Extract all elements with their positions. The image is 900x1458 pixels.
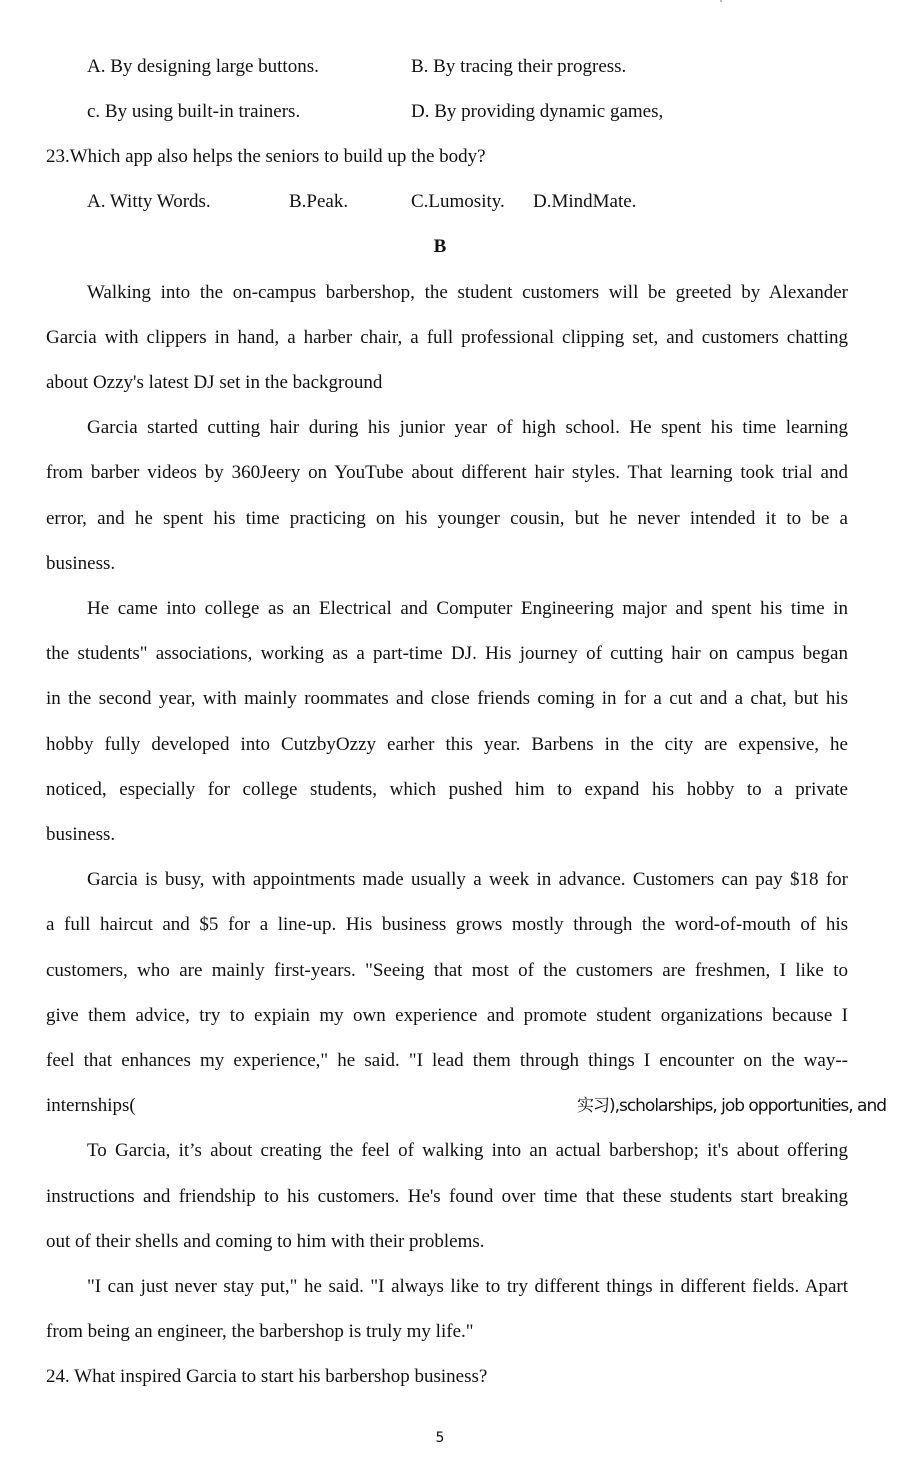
q22-option-c[interactable]: c. By using built-in trainers. bbox=[87, 101, 301, 122]
q23-option-b[interactable]: B.Peak. bbox=[289, 191, 349, 212]
passage-line-overflow: 实习),scholarships, job opportunities, and bbox=[577, 1096, 886, 1116]
passage-line: customers, who are mainly first-years. "Seeing that most of the customers are freshmen, I like to bbox=[46, 960, 848, 981]
passage-line: "I can just never stay put," he said. "I always like to try different things in different fields. Apart bbox=[87, 1276, 848, 1297]
scan-speck bbox=[720, 0, 722, 2]
q24-question: 24. What inspired Garcia to start his barbershop business? bbox=[46, 1366, 488, 1387]
passage-line: give them advice, try to expiain my own experience and promote student organizations because I bbox=[46, 1005, 848, 1026]
passage-line: noticed, especially for college students, which pushed him to expand his hobby to a private bbox=[46, 779, 848, 800]
page-number: 5 bbox=[435, 1430, 445, 1446]
passage-line: out of their shells and coming to him with their problems. bbox=[46, 1231, 485, 1252]
q22-option-d[interactable]: D. By providing dynamic games, bbox=[411, 101, 664, 122]
passage-line: business. bbox=[46, 824, 116, 845]
q22-option-b[interactable]: B. By tracing their progress. bbox=[411, 56, 627, 77]
q23-option-a[interactable]: A. Witty Words. bbox=[87, 191, 211, 212]
passage-line: about Ozzy's latest DJ set in the background bbox=[46, 372, 383, 393]
passage-line: error, and he spent his time practicing on his younger cousin, but he never intended it to be a bbox=[46, 508, 848, 529]
passage-line: To Garcia, it’s about creating the feel of walking into an actual barbershop; it's about offering bbox=[87, 1140, 848, 1161]
q23-option-c[interactable]: C.Lumosity. bbox=[411, 191, 505, 212]
passage-line: a full haircut and $5 for a line-up. His business grows mostly through the word-of-mouth of his bbox=[46, 914, 848, 935]
q22-option-a[interactable]: A. By designing large buttons. bbox=[87, 56, 319, 77]
passage-line: He came into college as an Electrical and Computer Engineering major and spent his time in bbox=[87, 598, 848, 619]
passage-line: instructions and friendship to his customers. He's found over time that these students start breaking bbox=[46, 1186, 848, 1207]
passage-line: Garcia with clippers in hand, a harber chair, a full professional clipping set, and customers chatting bbox=[46, 327, 848, 348]
passage-line: Garcia is busy, with appointments made usually a week in advance. Customers can pay $18 for bbox=[87, 869, 848, 890]
passage-line: from barber videos by 360Jeery on YouTube about different hair styles. That learning took trial and bbox=[46, 462, 848, 483]
passage-line: in the second year, with mainly roommates and close friends coming in for a cut and a chat, but his bbox=[46, 688, 848, 709]
q23-question: 23.Which app also helps the seniors to build up the body? bbox=[46, 146, 486, 167]
passage-line: internships( bbox=[46, 1095, 136, 1116]
passage-line: feel that enhances my experience," he said. "I lead them through things I encounter on the way-- bbox=[46, 1050, 848, 1071]
passage-line: from being an engineer, the barbershop is truly my life." bbox=[46, 1321, 474, 1342]
passage-line: Garcia started cutting hair during his junior year of high school. He spent his time learning bbox=[87, 417, 848, 438]
q23-option-d[interactable]: D.MindMate. bbox=[533, 191, 637, 212]
passage-line: Walking into the on-campus barbershop, the student customers will be greeted by Alexander bbox=[87, 282, 848, 303]
passage-line: business. bbox=[46, 553, 116, 574]
section-heading: B bbox=[433, 236, 447, 257]
passage-line: the students" associations, working as a part-time DJ. His journey of cutting hair on campus began bbox=[46, 643, 848, 664]
passage-line: hobby fully developed into CutzbyOzzy earher this year. Barbens in the city are expensive, he bbox=[46, 734, 848, 755]
